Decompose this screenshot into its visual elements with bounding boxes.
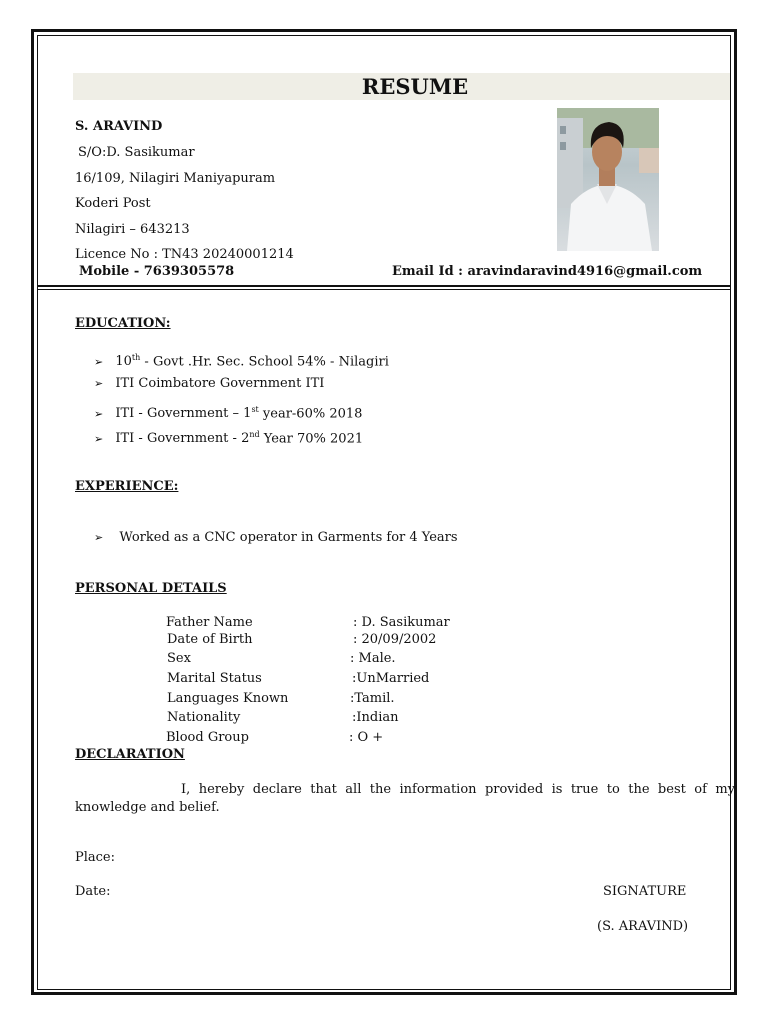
detail-label-sex: Sex [167, 651, 191, 666]
education-item: ➢ ITI - Government - 2nd Year 70% 2021 [94, 430, 364, 447]
candidate-name: S. ARAVIND [75, 119, 163, 134]
arrow-bullet-icon: ➢ [94, 432, 104, 446]
address-line-1: 16/109, Nilagiri Maniyapuram [75, 171, 276, 186]
parent-name: S/O:D. Sasikumar [78, 145, 195, 160]
address-line-2: Koderi Post [75, 196, 151, 211]
detail-label-father: Father Name [166, 615, 253, 630]
declaration-text: I, hereby declare that all the information provided is true to the best of my knowledge and belief. [75, 782, 735, 815]
detail-value-nationality: :Indian [352, 710, 399, 725]
licence-number: Licence No : TN43 20240001214 [75, 247, 294, 262]
detail-label-dob: Date of Birth [167, 632, 253, 647]
detail-label-marital: Marital Status [167, 671, 262, 686]
detail-value-blood: : O + [349, 730, 384, 745]
arrow-bullet-icon: ➢ [94, 377, 104, 390]
detail-value-marital: :UnMarried [352, 671, 430, 686]
address-line-3: Nilagiri – 643213 [75, 222, 190, 237]
email-id: Email Id : aravindaravind4916@gmail.com [392, 264, 703, 279]
date-label: Date: [75, 884, 111, 899]
header-divider-thin [37, 289, 731, 290]
declaration-heading: DECLARATION [75, 747, 185, 762]
detail-label-blood: Blood Group [166, 730, 249, 745]
education-heading: EDUCATION: [75, 316, 171, 331]
arrow-bullet-icon: ➢ [94, 355, 104, 369]
detail-value-father: : D. Sasikumar [353, 615, 450, 630]
profile-photo [557, 108, 659, 251]
detail-label-nationality: Nationality [167, 710, 241, 725]
experience-heading: EXPERIENCE: [75, 479, 179, 494]
detail-value-sex: : Male. [350, 651, 396, 666]
signature-label: SIGNATURE [603, 884, 687, 899]
mobile-number: Mobile - 7639305578 [79, 264, 235, 279]
education-item: ➢ 10th - Govt .Hr. Sec. School 54% - Nilagiri [94, 353, 389, 370]
detail-label-languages: Languages Known [167, 691, 289, 706]
experience-item: ➢ Worked as a CNC operator in Garments for 4 Years [94, 530, 458, 545]
detail-value-languages: :Tamil. [350, 691, 395, 706]
header-divider [37, 285, 731, 287]
resume-title: RESUME [361, 74, 469, 99]
signatory-name: (S. ARAVIND) [597, 919, 689, 934]
personal-details-heading: PERSONAL DETAILS [75, 581, 227, 596]
arrow-bullet-icon: ➢ [94, 531, 104, 544]
detail-value-dob: : 20/09/2002 [353, 632, 437, 647]
education-item: ➢ ITI - Government – 1st year-60% 2018 [94, 405, 363, 422]
place-label: Place: [75, 850, 116, 865]
education-item: ➢ ITI Coimbatore Government ITI [94, 376, 325, 391]
arrow-bullet-icon: ➢ [94, 407, 104, 421]
